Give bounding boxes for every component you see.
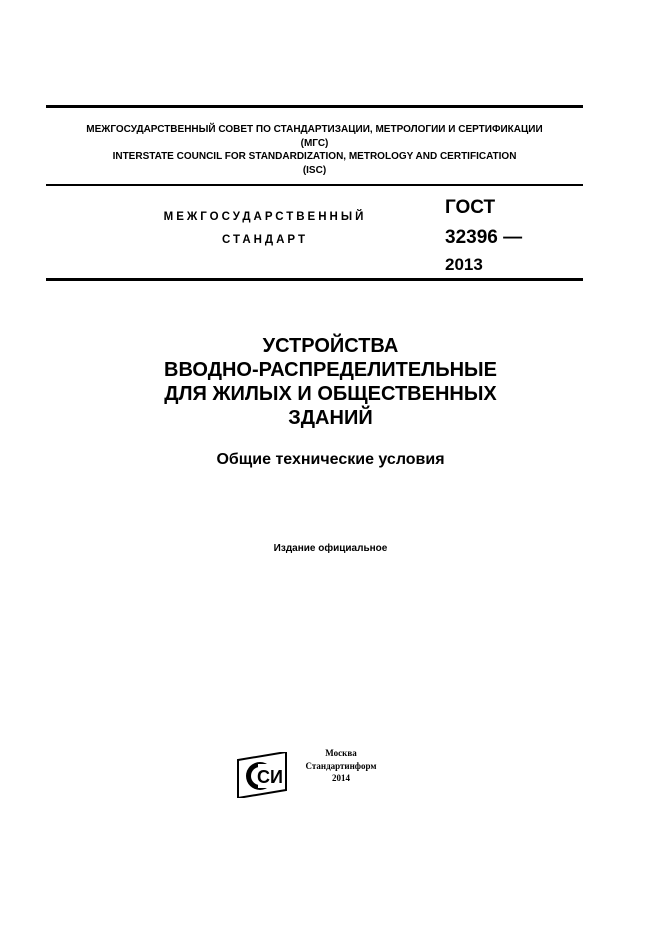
title-line-3: ДЛЯ ЖИЛЫХ И ОБЩЕСТВЕННЫХ bbox=[164, 383, 497, 405]
top-rule bbox=[46, 105, 583, 108]
publisher-name: Стандартинформ bbox=[305, 760, 377, 771]
title-line-1: УСТРОЙСТВА bbox=[262, 335, 399, 357]
middle-rule bbox=[46, 184, 583, 186]
gost-prefix: ГОСТ bbox=[445, 197, 496, 218]
publisher-city: Москва bbox=[325, 748, 357, 758]
publisher-year: 2014 bbox=[332, 773, 350, 783]
title-line-4: ЗДАНИЙ bbox=[288, 407, 373, 429]
publisher-block bbox=[296, 747, 386, 785]
title-line-2: ВВОДНО-РАСПРЕДЕЛИТЕЛЬНЫЕ bbox=[164, 359, 497, 381]
document-title bbox=[60, 334, 601, 430]
standartinform-logo-icon bbox=[236, 752, 288, 798]
council-header bbox=[46, 123, 583, 177]
logo-text: СИ bbox=[257, 767, 283, 787]
council-en-abbr: (ISC) bbox=[302, 164, 327, 176]
council-ru-name: МЕЖГОСУДАРСТВЕННЫЙ СОВЕТ ПО СТАНДАРТИЗАЦИИ, МЕТРОЛОГИИ И СЕРТИФИКАЦИИ bbox=[86, 124, 543, 135]
edition-note: Издание официальное bbox=[273, 543, 388, 554]
bottom-rule bbox=[46, 278, 583, 281]
standard-label-line1: МЕЖГОСУДАРСТВЕННЫЙ bbox=[163, 211, 367, 223]
gost-number: 32396 — bbox=[445, 227, 523, 248]
council-ru-abbr: (МГС) bbox=[300, 137, 329, 149]
council-en-name: INTERSTATE COUNCIL FOR STANDARDIZATION, METROLOGY AND CERTIFICATION bbox=[112, 151, 517, 162]
standard-label-line2: СТАНДАРТ bbox=[222, 234, 308, 246]
document-subtitle: Общие технические условия bbox=[216, 451, 445, 468]
gost-year: 2013 bbox=[445, 255, 483, 274]
